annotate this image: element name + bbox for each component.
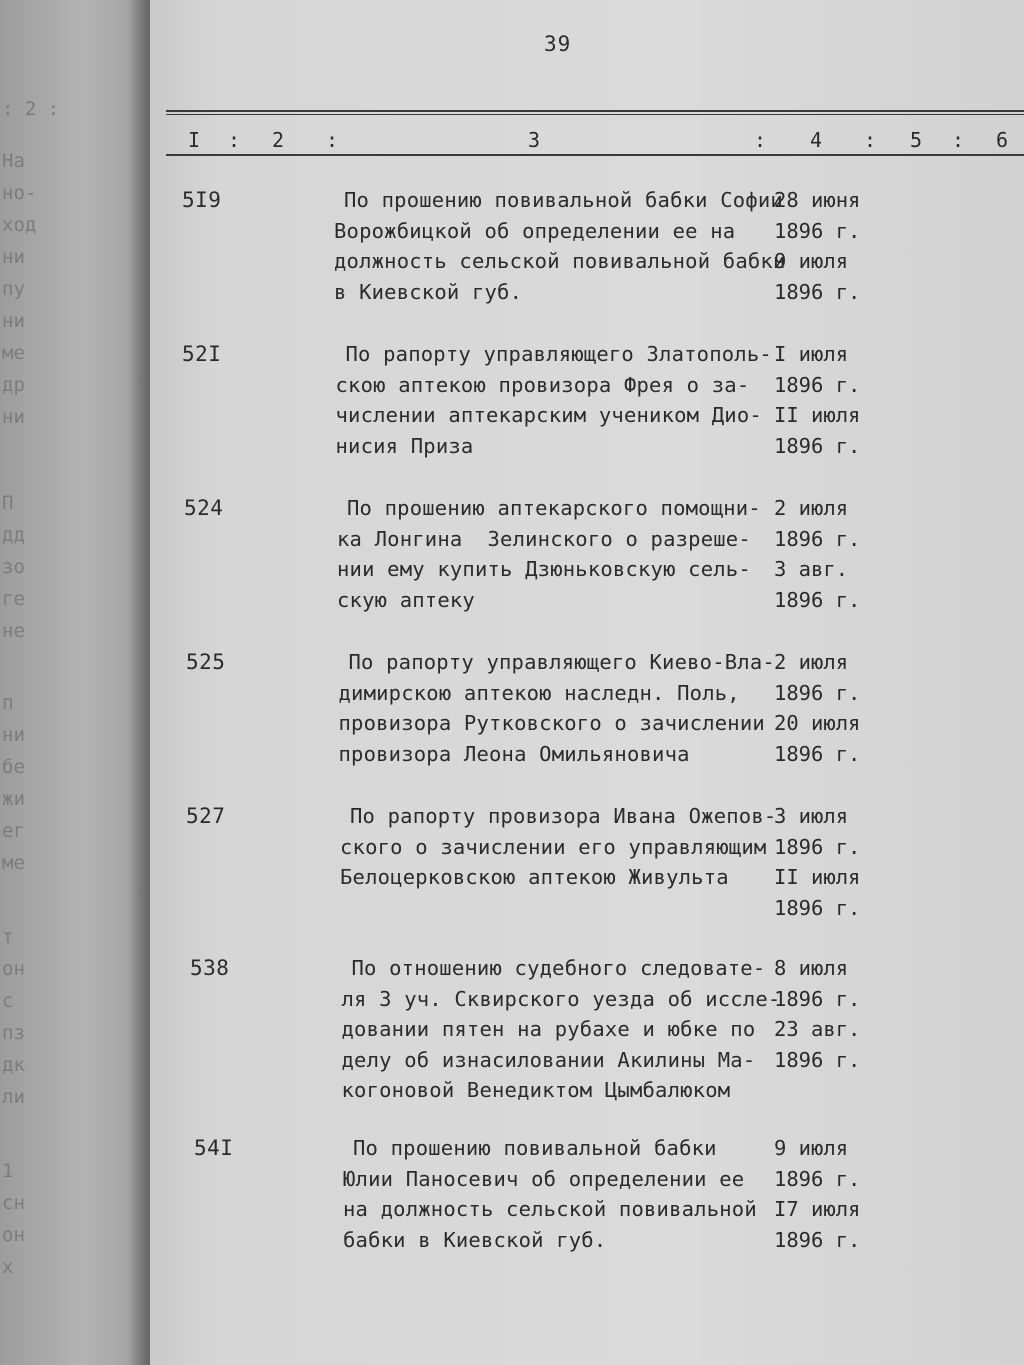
entry-text-line: скою аптекою провизора Фрея о за-	[335, 372, 750, 397]
entry-text-line: должность сельской повивальной бабки	[334, 249, 786, 274]
header-rule-bottom	[166, 154, 1024, 156]
entry-text-line: Ворожбицкой об определении ее на	[334, 218, 736, 243]
entry-text-line: Белоцерковскою аптекою Живульта	[340, 865, 729, 890]
entry-number: 5I9	[182, 188, 222, 212]
entry-text-line: По рапорту управляющего Киево-Вла-	[348, 650, 775, 674]
left-page-fragment: ме	[2, 852, 25, 874]
left-page-fragment: На	[2, 150, 25, 172]
left-page-fragment: др	[2, 374, 25, 396]
entry-number: 525	[186, 650, 226, 674]
entry-text-line: делу об изнасиловании Акилины Ма-	[341, 1047, 756, 1072]
left-page-fragment: 1	[2, 1160, 14, 1182]
entry-number: 527	[186, 804, 226, 828]
entry-date: 1896 г.	[774, 986, 861, 1011]
column-header: 3	[528, 128, 541, 152]
entry-date: 9 июля	[774, 1136, 849, 1160]
entry-date: 3 авг.	[774, 557, 849, 582]
entry-text-line: По прошению повивальной бабки	[353, 1136, 717, 1160]
left-page-fragment: п	[2, 692, 14, 714]
column-header: :	[754, 128, 767, 152]
entry-date: I7 июля	[774, 1197, 861, 1222]
header-rule-top	[166, 110, 1024, 112]
entry-date: 3 июля	[774, 804, 849, 828]
entry-number: 524	[184, 496, 224, 520]
entry-date: 1896 г.	[774, 433, 861, 458]
entry-date: 9 июля	[774, 249, 849, 274]
column-header: 4	[810, 128, 823, 152]
entry-text-line: По прошению повивальной бабки Софии	[344, 188, 783, 212]
entry-date: 1896 г.	[774, 1047, 861, 1072]
column-header: :	[228, 128, 241, 152]
entry-date: 2 июля	[774, 496, 849, 520]
left-page-fragment: с	[2, 990, 14, 1012]
column-header: :	[326, 128, 339, 152]
left-page-fragment: он	[2, 958, 25, 980]
entry-text-line: ского о зачислении его управляющим	[340, 834, 767, 859]
entry-text-line: Юлии Паносевич об определении ее	[343, 1166, 745, 1191]
left-page-fragment: ход	[2, 214, 37, 236]
entry-text-line: ка Лонгина Зелинского о разреше-	[337, 526, 751, 551]
left-page-fragment: пз	[2, 1022, 25, 1044]
left-page-fragment: зо	[2, 556, 25, 578]
entry-date: I июля	[774, 342, 849, 366]
entry-number: 54I	[194, 1136, 234, 1160]
left-page-fragment: сн	[2, 1192, 25, 1214]
entry-date: 1896 г.	[774, 834, 861, 859]
column-header: 2	[272, 128, 285, 152]
column-header: 5	[910, 128, 923, 152]
header-rule-top-thin	[166, 114, 1024, 115]
entry-text-line: По отношению судебного следовате-	[351, 956, 766, 980]
entry-date: 1896 г.	[774, 279, 861, 304]
entry-date: 23 авг.	[774, 1017, 861, 1042]
entry-date: 1896 г.	[774, 895, 861, 920]
left-page-fragment: ни	[2, 310, 25, 332]
column-header: I	[188, 128, 201, 152]
entry-date: II июля	[774, 403, 861, 428]
entry-date: 1896 г.	[774, 1166, 861, 1191]
entry-date: 1896 г.	[774, 526, 861, 551]
entry-text-line: довании пятен на рубахе и юбке по	[341, 1017, 756, 1042]
document-page	[150, 0, 1024, 1365]
entry-text-line: По рапорту управляющего Златополь-	[345, 342, 772, 366]
entry-text-line: ля 3 уч. Сквирского уезда об иссле-	[341, 986, 781, 1011]
entry-date: 1896 г.	[774, 680, 861, 705]
entry-text-line: бабки в Киевской губ.	[343, 1227, 607, 1252]
entry-text-line: на должность сельской повивальной	[343, 1197, 757, 1222]
entry-date: 8 июля	[774, 956, 849, 980]
left-page-fragment: П	[2, 492, 14, 514]
left-page-fragment: дк	[2, 1054, 25, 1076]
column-header: :	[952, 128, 965, 152]
left-page-fragment: жи	[2, 788, 25, 810]
entry-text-line: скую аптеку	[337, 587, 475, 612]
entry-text-line: провизора Рутковского о зачислении	[338, 711, 765, 736]
entry-text-line: По прошению аптекарского помощни-	[347, 496, 761, 520]
left-page-fragment: х	[2, 1256, 14, 1278]
left-page-fragment: ни	[2, 406, 25, 428]
entry-date: 1896 г.	[774, 741, 861, 766]
entry-text-line: когоновой Венедиктом Цымбалюком	[341, 1078, 731, 1103]
entry-text-line: По рапорту провизора Ивана Ожепов-	[350, 804, 777, 828]
entry-date: 1896 г.	[774, 218, 861, 243]
entry-date: 2 июля	[774, 650, 849, 674]
left-page-fragment: он	[2, 1224, 25, 1246]
entry-date: 28 июня	[774, 188, 861, 212]
entry-text-line: димирскою аптекою наследн. Поль,	[338, 680, 740, 705]
left-page-fragment: ни	[2, 724, 25, 746]
column-header: :	[864, 128, 877, 152]
entry-text-line: в Киевской губ.	[334, 279, 523, 304]
column-header: 6	[996, 128, 1009, 152]
left-page-fragment: ни	[2, 246, 25, 268]
left-page-fragment: ге	[2, 588, 25, 610]
entry-text-line: числении аптекарским учеником Дио-	[335, 403, 762, 428]
left-page-fragment: не	[2, 620, 25, 642]
left-page-ghost-text: : 2 :	[2, 98, 60, 120]
entry-text-line: провизора Леона Омильяновича	[338, 741, 690, 766]
left-page-fragment: ли	[2, 1086, 25, 1108]
entry-date: 1896 г.	[774, 587, 861, 612]
left-page-fragment: бе	[2, 756, 25, 778]
entry-date: II июля	[774, 865, 861, 890]
entry-date: 1896 г.	[774, 1227, 861, 1252]
entry-number: 52I	[182, 342, 222, 366]
left-page-fragment: ег	[2, 820, 25, 842]
left-page-fragment: но-	[2, 182, 37, 204]
entry-date: 20 июля	[774, 711, 861, 736]
left-page-fragment: т	[2, 926, 14, 948]
left-page-fragment: ме	[2, 342, 25, 364]
entry-text-line: нии ему купить Дзюньковскую сель-	[337, 557, 751, 582]
entry-text-line: нисия Приза	[335, 433, 474, 458]
left-page-fragment: дд	[2, 524, 25, 546]
page-number: 39	[544, 32, 572, 56]
entry-date: 1896 г.	[774, 372, 861, 397]
left-page-fragment: пу	[2, 278, 25, 300]
entry-number: 538	[190, 956, 230, 980]
